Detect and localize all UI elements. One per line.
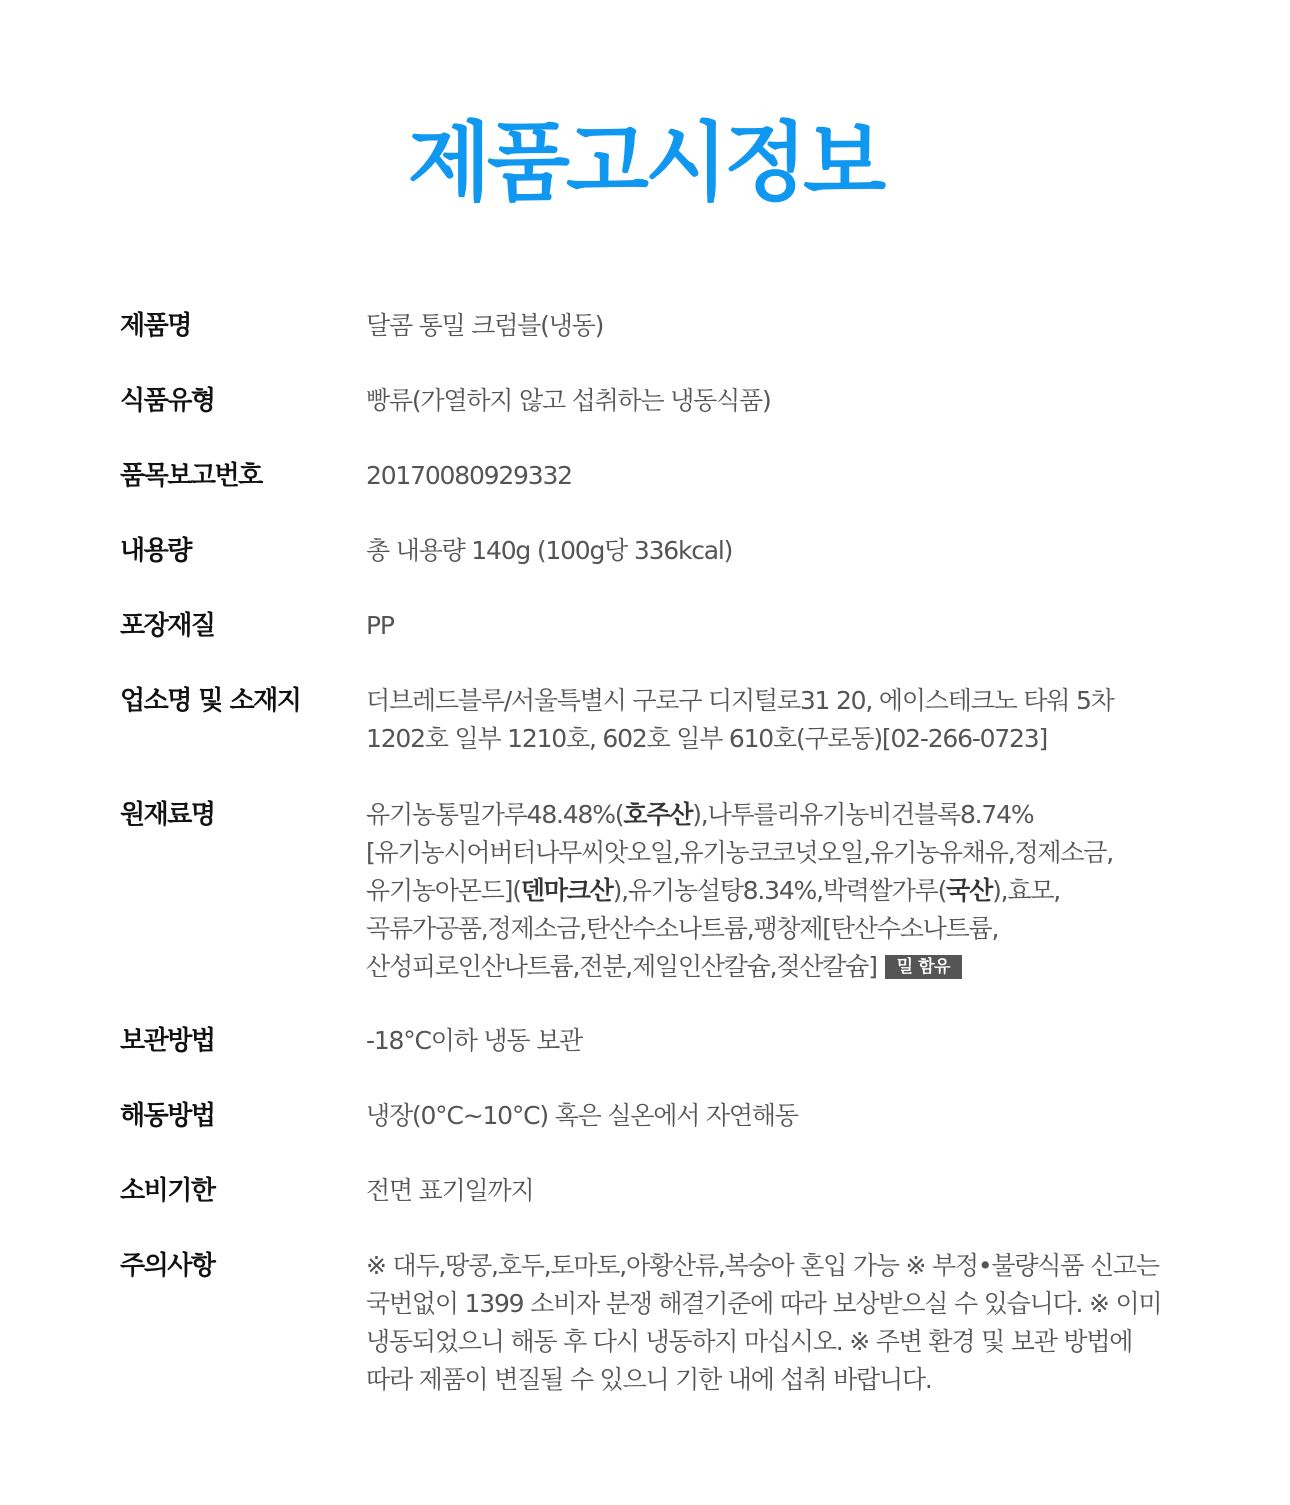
row-label: 소비기한: [120, 1176, 215, 1206]
ingredients-value: [366, 793, 1180, 986]
info-row-content: [120, 529, 1180, 604]
ingredient-text: ),효모,곡류가공품,정제소금,탄산수소나트륨,팽창제[탄산수소나트륨,산성피로인산나트륨,전분,제일인산칼슘,젖산칼슘]: [366, 876, 1061, 981]
info-row-storage: [120, 1019, 1180, 1094]
product-info-table: [120, 304, 1180, 1394]
row-label: 주의사항: [120, 1251, 215, 1281]
row-label: 내용량: [120, 536, 191, 566]
info-row-report-number: [120, 454, 1180, 529]
info-row-ingredients: [120, 793, 1180, 1019]
row-label: 식품유형: [120, 386, 215, 416]
row-label: 보관방법: [120, 1026, 215, 1056]
row-value: 총 내용량 140g (100g당 336kcal): [366, 536, 733, 565]
row-value: 전면 표기일까지: [366, 1176, 534, 1205]
row-value: 빵류(가열하지 않고 섭취하는 냉동식품): [366, 386, 771, 415]
row-label: 품목보고번호: [120, 461, 262, 491]
info-row-manufacturer: [120, 679, 1180, 793]
row-label: 해동방법: [120, 1101, 215, 1131]
page-title: 제품고시정보: [407, 113, 883, 213]
ingredient-text: 유기농통밀가루48.48%(: [366, 800, 624, 829]
info-row-expiry: [120, 1169, 1180, 1244]
row-value: ※ 대두,땅콩,호두,토마토,아황산류,복숭아 혼입 가능 ※ 부정•불량식품 신고는 국번없이 1399 소비자 분쟁 해결기준에 따라 보상받으실 수 있습니다. ※ 이미 냉동되었으니 해동 후 다시 냉동하지 마십시오. ※ 주변 환경 및 보관 방법에 따라 제품이 변질될 수 있으니 기한 내에 섭취 바랍니다.: [366, 1251, 1162, 1394]
info-row-caution: [120, 1244, 1180, 1394]
row-value: PP: [366, 611, 394, 640]
row-label: 포장재질: [120, 611, 215, 641]
ingredient-text: ),유기농설탕8.34%,박력쌀가루(: [612, 876, 947, 905]
row-value: 냉장(0°C~10°C) 혹은 실온에서 자연해동: [366, 1101, 798, 1130]
row-value: 20170080929332: [366, 461, 572, 490]
row-label: 제품명: [120, 311, 191, 341]
origin-highlight: 호주산: [623, 800, 693, 829]
origin-highlight: 덴마크산: [520, 876, 613, 905]
row-value: -18°C이하 냉동 보관: [366, 1026, 582, 1055]
info-row-product-name: [120, 304, 1180, 379]
row-label: 원재료명: [120, 800, 215, 830]
info-row-thawing: [120, 1094, 1180, 1169]
row-label: 업소명 및 소재지: [120, 686, 301, 716]
row-value: 달콤 통밀 크럼블(냉동): [366, 311, 604, 340]
row-value: 더브레드블루/서울특별시 구로구 디지털로31 20, 에이스테크노 타워 5차 1202호 일부 1210호, 602호 일부 610호(구로동)[02-266-0723]: [366, 686, 1114, 753]
info-row-food-type: [120, 379, 1180, 454]
info-row-packaging: [120, 604, 1180, 679]
ingredient-text: ),나투를리유기농비건블록8.74%[유기농시어버터나무씨앗오일,유기농코코넛오일,유기농유채유,정제소금,유기농아몬드](: [366, 800, 1113, 905]
allergen-badge: 밀 함유: [885, 955, 962, 979]
origin-highlight: 국산: [946, 876, 993, 905]
